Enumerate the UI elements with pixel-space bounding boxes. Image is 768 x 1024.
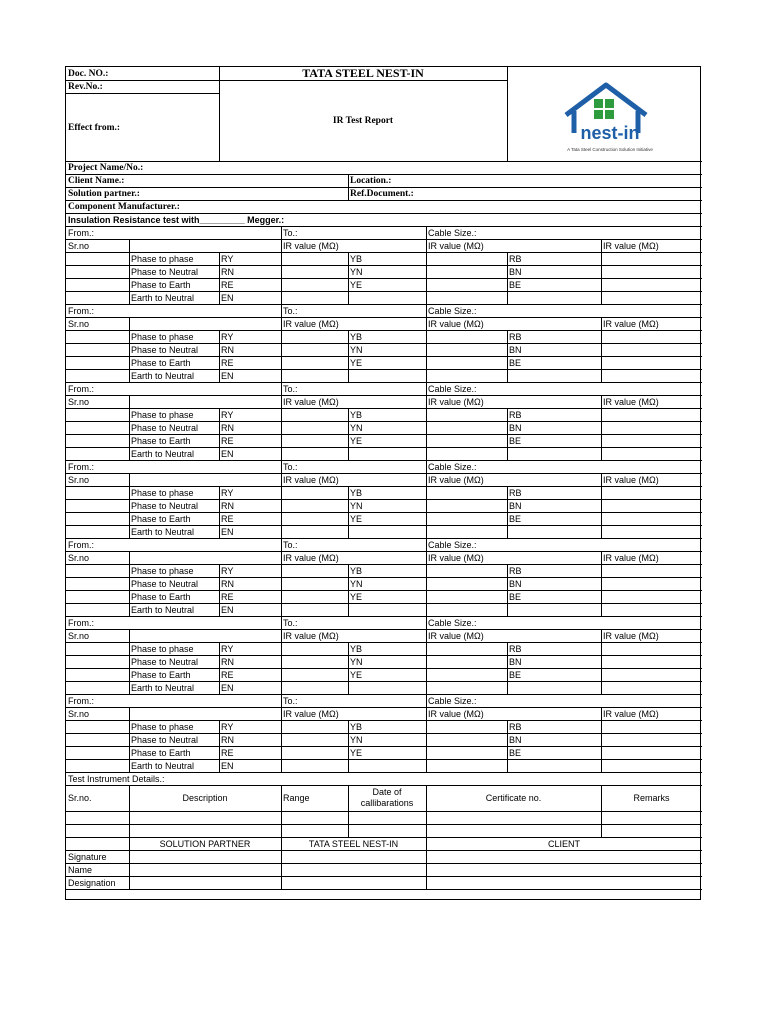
grid-line [66,811,702,812]
phase-code: BE [509,748,522,758]
to-label: To.: [283,306,298,316]
phase-code: RB [509,722,522,732]
test-description: Phase to Earth [131,514,191,524]
phase-code: BN [509,345,522,355]
phase-code: EN [221,605,234,615]
sr-no-label: Sr.no [68,631,90,641]
grid-line [66,161,702,162]
from-label: From.: [68,384,94,394]
ir-value-header: IR value (MΩ) [428,241,484,251]
test-description: Phase to phase [131,566,194,576]
ir-value-header: IR value (MΩ) [603,319,659,329]
phase-code: YB [350,566,363,576]
ir-value-header: IR value (MΩ) [428,397,484,407]
grid-line [66,304,702,305]
grid-line [281,317,282,382]
phase-code: YE [350,592,363,602]
grid-line [507,720,508,772]
party-client: CLIENT [547,839,580,849]
grid-line [281,616,282,629]
test-description: Phase to phase [131,722,194,732]
grid-line [219,564,220,616]
grid-line [426,629,427,694]
grid-line [281,239,282,304]
phase-code: RE [221,748,234,758]
phase-code: RB [509,410,522,420]
grid-line [66,226,702,227]
ir-value-header: IR value (MΩ) [283,709,339,719]
grid-line [348,642,349,694]
grid-line [426,694,427,707]
grid-line [601,239,602,304]
grid-line [219,330,220,382]
grid-line [348,720,349,772]
grid-line [281,551,282,616]
from-label: From.: [68,228,94,238]
grid-line [426,473,427,538]
col-range: Range [283,793,310,803]
grid-line [426,616,427,629]
ir-value-header: IR value (MΩ) [283,475,339,485]
ir-value-header: IR value (MΩ) [603,631,659,641]
ir-value-header: IR value (MΩ) [428,631,484,641]
sr-no-label: Sr.no [68,553,90,563]
grid-line [507,252,508,304]
test-description: Phase to Neutral [131,657,199,667]
party-tata-steel: TATA STEEL NEST-IN [308,839,399,849]
ir-value-header: IR value (MΩ) [283,631,339,641]
test-description: Phase to Neutral [131,423,199,433]
designation-label: Designation [68,878,116,888]
phase-code: YB [350,644,363,654]
grid-line [426,551,427,616]
sr-no-label: Sr.no [68,397,90,407]
report-title: IR Test Report [332,116,394,126]
grid-line [281,629,282,694]
to-label: To.: [283,384,298,394]
phase-code: BE [509,514,522,524]
grid-line [348,174,349,200]
grid-line [281,304,282,317]
test-description: Phase to Neutral [131,501,199,511]
grid-line [66,538,702,539]
ref-document-label: Ref.Document.: [350,189,414,199]
phase-code: EN [221,683,234,693]
phase-code: RB [509,488,522,498]
grid-line [219,408,220,460]
from-label: From.: [68,306,94,316]
grid-line [219,720,220,772]
col-remarks: Remarks [633,793,670,803]
grid-line [426,239,427,304]
phase-code: YB [350,254,363,264]
grid-line [426,707,427,772]
test-description: Earth to Neutral [131,293,195,303]
test-description: Phase to phase [131,254,194,264]
grid-line [601,317,602,382]
grid-line [507,408,508,460]
phase-code: YN [350,501,363,511]
grid-line [601,395,602,460]
grid-line [129,395,130,460]
phase-code: RN [221,501,234,511]
grid-line [348,408,349,460]
grid-line [507,564,508,616]
grid-line [281,473,282,538]
ir-value-header: IR value (MΩ) [603,241,659,251]
phase-code: RY [221,722,234,732]
col-sr-no: Sr.no. [68,793,92,803]
instrument-details-title: Test Instrument Details.: [68,774,165,784]
phase-code: YN [350,423,363,433]
cable-size-label: Cable Size.: [428,618,477,628]
phase-code: YE [350,748,363,758]
grid-line [507,486,508,538]
grid-line [219,252,220,304]
phase-code: YN [350,267,363,277]
phase-code: BN [509,735,522,745]
phase-code: RY [221,488,234,498]
phase-code: BE [509,592,522,602]
doc-no-label: Doc. NO.: [68,69,109,79]
grid-line [601,551,602,616]
ir-value-header: IR value (MΩ) [428,319,484,329]
name-label: Name [68,865,93,875]
grid-line [507,642,508,694]
phase-code: RE [221,280,234,290]
phase-code: YE [350,670,363,680]
test-description: Earth to Neutral [131,683,195,693]
to-label: To.: [283,228,298,238]
phase-code: RY [221,644,234,654]
phase-code: RB [509,254,522,264]
test-description: Phase to phase [131,488,194,498]
ir-value-header: IR value (MΩ) [428,475,484,485]
phase-code: EN [221,761,234,771]
grid-line [66,863,702,864]
location-label: Location.: [350,176,392,186]
to-label: To.: [283,462,298,472]
test-description: Phase to phase [131,644,194,654]
grid-line [281,226,282,239]
phase-code: EN [221,527,234,537]
grid-line [281,707,282,772]
insulation-test-label: Insulation Resistance test with_________ Megger.: [68,215,285,225]
phase-code: RE [221,592,234,602]
phase-code: YN [350,657,363,667]
test-description: Phase to phase [131,410,194,420]
phase-code: YB [350,332,363,342]
phase-code: RE [221,670,234,680]
phase-code: RE [221,358,234,368]
cable-size-label: Cable Size.: [428,306,477,316]
grid-line [129,317,130,382]
grid-line [66,824,702,825]
sr-no-label: Sr.no [68,319,90,329]
grid-line [426,304,427,317]
test-description: Phase to Neutral [131,267,199,277]
ir-value-header: IR value (MΩ) [283,397,339,407]
solution-partner-label: Solution partner.: [68,189,140,199]
sr-no-label: Sr.no [68,241,90,251]
phase-code: RN [221,267,234,277]
phase-code: RE [221,436,234,446]
grid-line [601,629,602,694]
grid-line [219,486,220,538]
grid-line [281,538,282,551]
from-label: From.: [68,462,94,472]
phase-code: BE [509,358,522,368]
to-label: To.: [283,618,298,628]
phase-code: BN [509,579,522,589]
test-description: Phase to Neutral [131,345,199,355]
phase-code: BE [509,670,522,680]
grid-line [66,876,702,877]
grid-line [129,707,130,772]
phase-code: RB [509,332,522,342]
grid-line [426,538,427,551]
party-solution-partner: SOLUTION PARTNER [159,839,251,849]
effect-from-label: Effect from.: [68,123,121,133]
rev-no-label: Rev.No.: [68,82,103,92]
test-description: Earth to Neutral [131,761,195,771]
to-label: To.: [283,696,298,706]
phase-code: BE [509,436,522,446]
phase-code: YE [350,280,363,290]
ir-value-header: IR value (MΩ) [283,319,339,329]
grid-line [129,473,130,538]
phase-code: RN [221,579,234,589]
test-description: Phase to Neutral [131,579,199,589]
sr-no-label: Sr.no [68,709,90,719]
grid-line [507,67,508,161]
logo-tagline: A Tata Steel Construction Solution Initiative [567,147,653,152]
test-description: Phase to Earth [131,358,191,368]
grid-line [348,486,349,538]
phase-code: YE [350,358,363,368]
test-description: Phase to Neutral [131,735,199,745]
grid-line [66,694,702,695]
grid-line [281,785,282,837]
phase-code: BN [509,657,522,667]
phase-code: RN [221,345,234,355]
grid-line [507,330,508,382]
from-label: From.: [68,618,94,628]
phase-code: YN [350,579,363,589]
col-description: Description [182,793,228,803]
grid-line [66,850,702,851]
grid-line [281,382,282,395]
grid-line [129,629,130,694]
cable-size-label: Cable Size.: [428,228,477,238]
ir-test-report-form [65,66,701,900]
grid-line [601,473,602,538]
grid-line [281,694,282,707]
logo-wordmark: nest-in [580,123,640,143]
test-description: Phase to phase [131,332,194,342]
phase-code: RY [221,254,234,264]
phase-code: EN [221,371,234,381]
grid-line [426,226,427,239]
grid-line [66,616,702,617]
grid-line [348,252,349,304]
ir-value-header: IR value (MΩ) [283,553,339,563]
component-manufacturer-label: Component Manufacturer.: [68,202,180,212]
grid-line [426,460,427,473]
phase-code: YE [350,436,363,446]
test-description: Phase to Earth [131,748,191,758]
phase-code: RB [509,566,522,576]
grid-line [66,889,702,890]
cable-size-label: Cable Size.: [428,384,477,394]
grid-line [219,67,220,161]
phase-code: YB [350,410,363,420]
phase-code: RY [221,332,234,342]
grid-line [129,239,130,304]
grid-line [281,395,282,460]
nest-in-logo [546,81,676,157]
grid-line [426,317,427,382]
grid-line [129,551,130,616]
phase-code: YN [350,735,363,745]
test-description: Earth to Neutral [131,371,195,381]
phase-code: RB [509,644,522,654]
phase-code: EN [221,449,234,459]
phase-code: YB [350,722,363,732]
grid-line [281,460,282,473]
grid-line [219,80,507,81]
company-name: TATA STEEL NEST-IN [302,66,424,80]
from-label: From.: [68,540,94,550]
ir-value-header: IR value (MΩ) [603,553,659,563]
ir-value-header: IR value (MΩ) [603,475,659,485]
grid-line [348,330,349,382]
phase-code: RN [221,423,234,433]
ir-value-header: IR value (MΩ) [603,709,659,719]
col-date-line1: Date of [372,787,402,797]
phase-code: BN [509,423,522,433]
ir-value-header: IR value (MΩ) [283,241,339,251]
ir-value-header: IR value (MΩ) [603,397,659,407]
from-label: From.: [68,696,94,706]
phase-code: RY [221,410,234,420]
test-description: Phase to Earth [131,592,191,602]
project-name-label: Project Name/No.: [68,163,144,173]
phase-code: YN [350,345,363,355]
client-name-label: Client Name.: [68,176,125,186]
signature-label: Signature [68,852,107,862]
grid-line [66,93,219,94]
test-description: Earth to Neutral [131,449,195,459]
phase-code: BE [509,280,522,290]
ir-value-header: IR value (MΩ) [428,709,484,719]
grid-line [601,707,602,772]
phase-code: RE [221,514,234,524]
phase-code: YE [350,514,363,524]
test-description: Earth to Neutral [131,527,195,537]
grid-line [219,642,220,694]
test-description: Earth to Neutral [131,605,195,615]
test-description: Phase to Earth [131,670,191,680]
grid-line [426,395,427,460]
phase-code: RN [221,735,234,745]
test-description: Phase to Earth [131,280,191,290]
cable-size-label: Cable Size.: [428,462,477,472]
col-certificate: Certificate no. [485,793,542,803]
phase-code: RN [221,657,234,667]
phase-code: EN [221,293,234,303]
grid-line [348,564,349,616]
ir-value-header: IR value (MΩ) [428,553,484,563]
cable-size-label: Cable Size.: [428,696,477,706]
phase-code: RY [221,566,234,576]
phase-code: BN [509,267,522,277]
col-date-line2: callibarations [360,798,414,808]
sr-no-label: Sr.no [68,475,90,485]
phase-code: YB [350,488,363,498]
to-label: To.: [283,540,298,550]
phase-code: BN [509,501,522,511]
grid-line [426,382,427,395]
grid-line [66,382,702,383]
test-description: Phase to Earth [131,436,191,446]
grid-line [66,460,702,461]
cable-size-label: Cable Size.: [428,540,477,550]
